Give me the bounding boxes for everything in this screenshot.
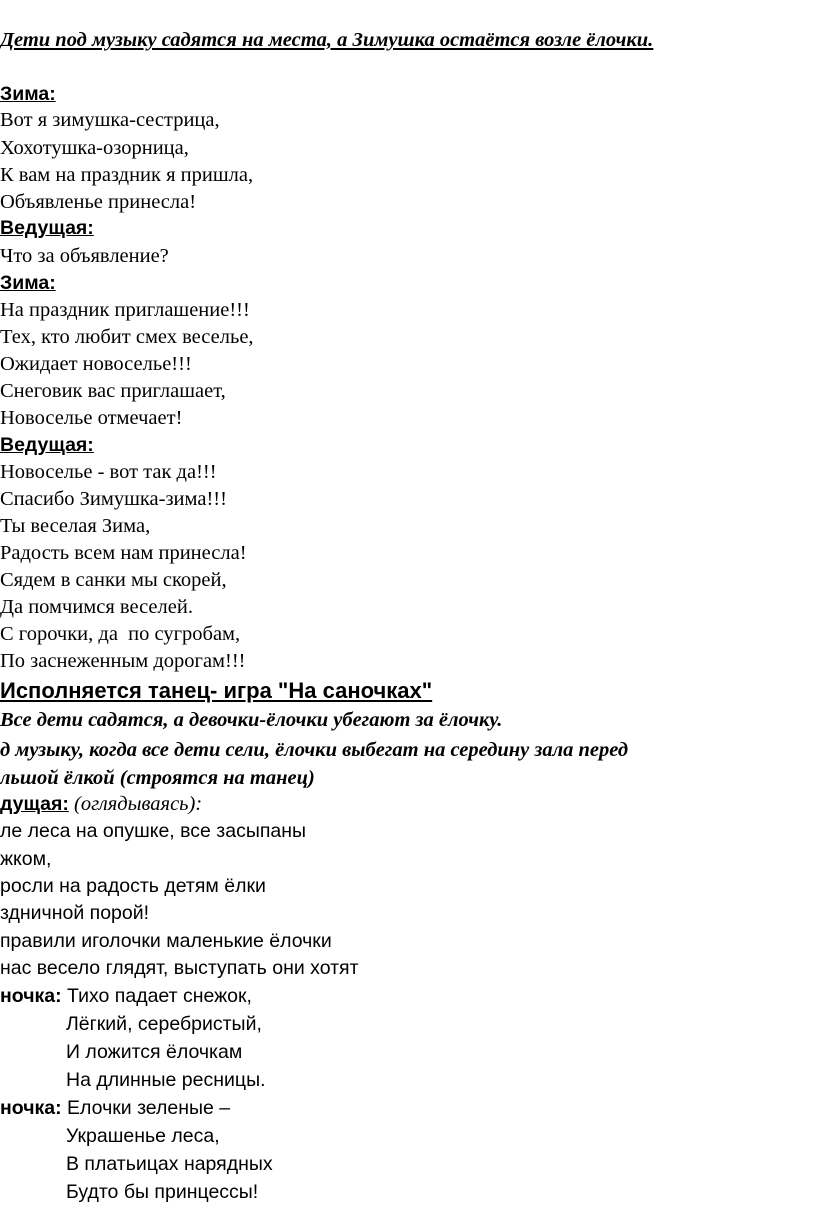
verse-line: правили иголочки маленькие ёлочки (0, 930, 332, 952)
verse-line: Украшенье леса, (66, 1125, 220, 1147)
verse-line: В платьицах нарядных (66, 1153, 273, 1175)
verse-line: Ты веселая Зима, (0, 515, 151, 537)
verse-line: Ожидает новоселье!!! (0, 353, 192, 375)
intro-direction: Дети под музыку садятся на места, а Зимушка остаётся возле ёлочки. (0, 29, 654, 51)
verse-line: Будто бы принцессы! (66, 1181, 259, 1203)
speaker-vedushchaya: Ведущая: (0, 434, 94, 456)
stage-direction: льшой ёлкой (строятся на танец) (0, 767, 315, 789)
verse-line: Лёгкий, серебристый, (66, 1013, 262, 1035)
stage-remark: (оглядываясь): (68, 793, 203, 815)
verse-line: здничной порой! (0, 902, 150, 924)
speaker-vedushchaya: дущая: (0, 793, 69, 815)
verse-line: росли на радость детям ёлки (0, 875, 266, 897)
speaker-vedushchaya: Ведущая: (0, 217, 94, 239)
verse-line: нас весело глядят, выступать они хотят (0, 957, 359, 979)
verse-line: Тех, кто любит смех веселье, (0, 326, 254, 348)
verse-line: Радость всем нам принесла! (0, 542, 247, 564)
verse-line: Объявленье принесла! (0, 191, 197, 213)
verse-line: Сядем в санки мы скорей, (0, 569, 227, 591)
verse-line: С горочки, да по сугробам, (0, 623, 241, 645)
verse-line: Новоселье - вот так да!!! (0, 461, 217, 483)
verse-line: ле леса на опушке, все засыпаны (0, 820, 307, 842)
speaker-zima: Зима: (0, 272, 56, 294)
speaker-elochka: ночка: (0, 1097, 62, 1119)
stage-direction: Все дети садятся, а девочки-ёлочки убегают за ёлочку. (0, 709, 503, 731)
verse-line: Вот я зимушка-сестрица, (0, 109, 220, 131)
speaker-zima: Зима: (0, 83, 56, 105)
verse-line: На праздник приглашение!!! (0, 299, 250, 321)
verse-line: Новоселье отмечает! (0, 407, 183, 429)
verse-line: жком, (0, 848, 52, 870)
speaker-line (0, 983, 252, 1009)
verse-line: Снеговик вас приглашает, (0, 380, 226, 402)
verse-line: Елочки зеленые – (61, 1097, 231, 1119)
dance-title: Исполняется танец- игра "На саночках" (0, 678, 433, 703)
speaker-elochka: ночка: (0, 985, 62, 1007)
verse-line: Что за объявление? (0, 245, 169, 267)
verse-line: По заснеженным дорогам!!! (0, 650, 246, 672)
verse-line: Спасибо Зимушка-зима!!! (0, 488, 227, 510)
speaker-line (0, 1095, 230, 1121)
verse-line: На длинные ресницы. (66, 1069, 266, 1091)
verse-line: Тихо падает снежок, (61, 985, 252, 1007)
verse-line: Да помчимся веселей. (0, 596, 193, 618)
speaker-line (0, 791, 202, 817)
verse-line: Хохотушка-озорница, (0, 137, 189, 159)
verse-line: К вам на праздник я пришла, (0, 164, 254, 186)
verse-line: И ложится ёлочкам (66, 1041, 243, 1063)
stage-direction: д музыку, когда все дети сели, ёлочки выбегат на середину зала перед (0, 739, 629, 761)
